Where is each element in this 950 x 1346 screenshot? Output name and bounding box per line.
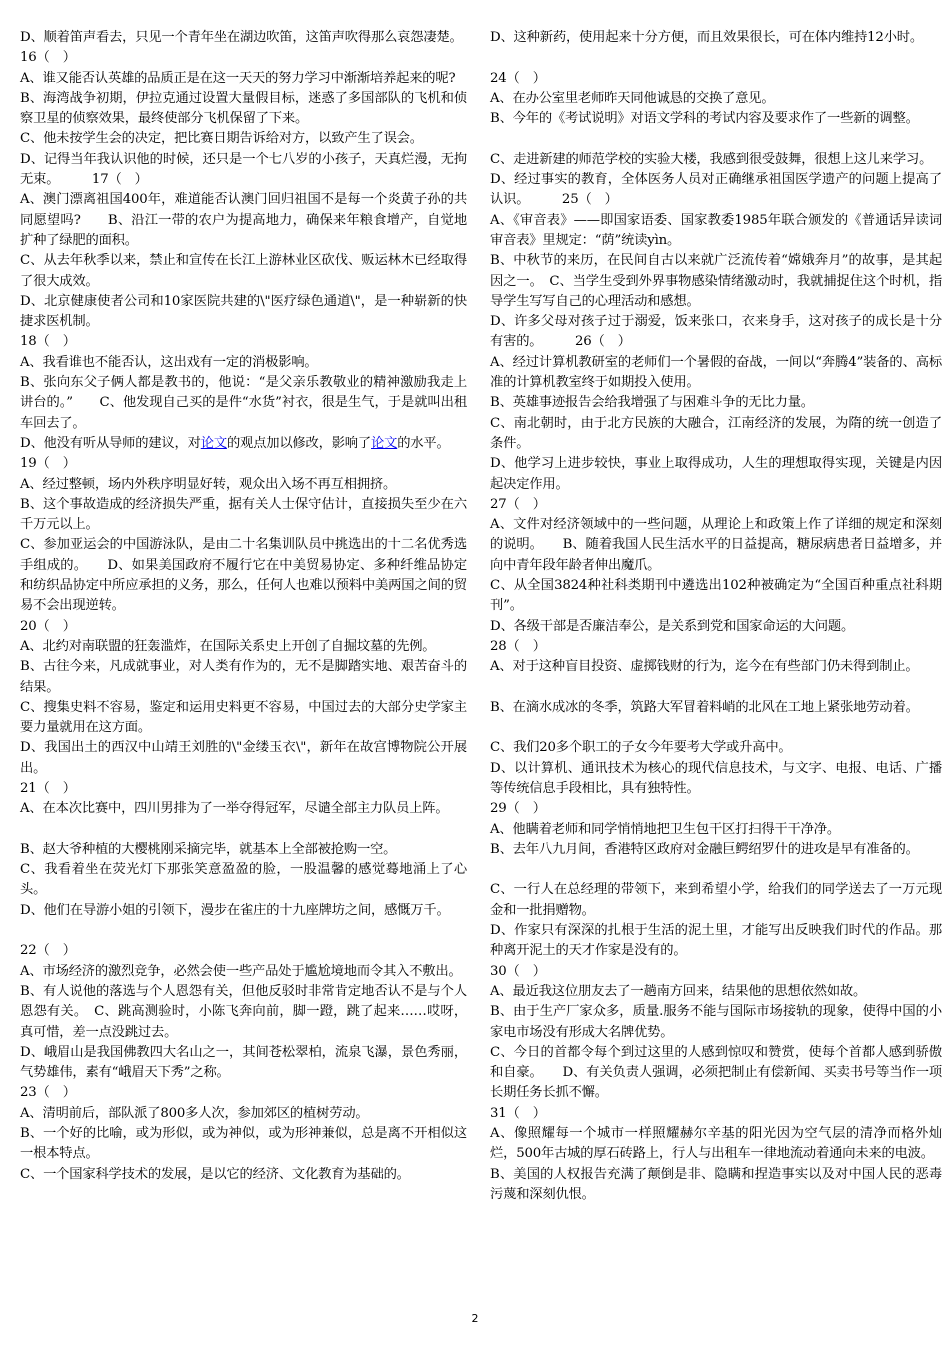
paragraph: D、北京健康使者公司和10家医院共建的\"医疗绿色通道\"，是一种崭新的快捷求医机制。 — [20, 293, 467, 330]
paragraph: D、我国出土的西汉中山靖王刘胜的\"金缕玉衣\"，新年在故宫博物院公开展出。 — [20, 740, 467, 776]
paragraph: B、去年八九月间，香港特区政府对金融巨鳄绍罗什的进攻是早有准备的。 — [490, 841, 919, 857]
paragraph: A、对于这种盲目投资、虚掷钱财的行为，迄今在有些部门仍未得到制止。 — [490, 659, 919, 675]
paragraph: B、一个好的比喻，或为形似，或为神似，或为形神兼似，总是离不开相似这一根本特点。 — [20, 1126, 467, 1162]
paragraph: B、有人说他的落选与个人恩怨有关，但他反驳时非常肯定地否认不是与个人恩怨有关。 C、跳高测验时，小陈飞奔向前，脚一蹬，跳了起来……哎呀，真可惜，差一点没跳过去。 — [20, 983, 467, 1040]
paragraph: 29（ ） — [490, 801, 546, 817]
paragraph: 22（ ） — [20, 943, 76, 959]
paragraph: C、一行人在总经理的带领下，来到希望小学，给我们的同学送去了一万元现金和一批捐赠物。 — [490, 882, 942, 918]
blank-line — [490, 129, 942, 149]
paragraph: A、像照耀每一个城市一样照耀赫尔辛基的阳光因为空气层的清净而格外灿烂，500年古城的厚石砖路上，行人与出租车一律地流动着通向未来的电波。 — [490, 1126, 942, 1162]
paragraph: A、他瞒着老师和同学悄悄地把卫生包干区打扫得干干净净。 — [490, 821, 840, 837]
paragraph: B、海湾战争初期，伊拉克通过设置大量假目标，迷惑了多国部队的飞机和侦察卫星的侦察效果，最终使部分飞机保留了下来。 — [20, 90, 467, 127]
paragraph: D、经过事实的教育，全体医务人员对正确继承祖国医学遗产的问题上提高了认识。 25（ ） — [490, 172, 942, 208]
paragraph: D、顺着笛声看去，只见一个青年坐在湖边吹笛，这笛声吹得那么哀怨凄楚。 — [20, 30, 463, 45]
paragraph: C、搜集史料不容易，鉴定和运用史料更不容易，中国过去的大部分史学家主要力量就用在这方面。 — [20, 699, 467, 736]
paragraph: D、他们在导游小姐的引领下，漫步在雀庄的十九座牌坊之间，感慨万千。 — [20, 902, 450, 918]
paragraph: D、许多父母对孩子过于溺爱，饭来张口，衣来身手，这对孩子的成长是十分有害的。 26（ ） — [490, 314, 942, 350]
paragraph: B、这个事故造成的经济损失严重，据有关人士保守估计，直接损失至少在六千万元以上。 — [20, 496, 467, 533]
paragraph: C、走进新建的师范学校的实验大楼，我感到很受鼓舞，很想上这儿来学习。 — [490, 151, 933, 167]
paragraph: 28（ ） — [490, 638, 546, 654]
paragraph: C、今日的首都令每个到过这里的人感到惊叹和赞赏，使每个首都人感到骄傲和自豪。 D、有关负责人强调，必须把制止有偿新闻、买卖书号等当作一项长期任务长抓不懈。 — [490, 1044, 942, 1101]
paragraph: 18（ ） — [20, 334, 76, 350]
paragraph: B、美国的人权报告充满了颠倒是非、隐瞒和捏造事实以及对中国人民的恶毒污蔑和深刻仇恨。 — [490, 1166, 942, 1202]
paragraph: 20（ ） — [20, 618, 76, 634]
paragraph: B、英雄事迹报告会给我增强了与困难斗争的无比力量。 — [490, 395, 814, 411]
page-number: 2 — [471, 1312, 479, 1325]
paragraph: C、一个国家科学技术的发展，是以它的经济、文化教育为基础的。 — [20, 1166, 410, 1182]
paragraph: 31（ ） — [490, 1105, 546, 1121]
paragraph: D、他学习上进步较快，事业上取得成功，人生的理想取得实现，关键是内因起决定作用。 — [490, 456, 942, 492]
paragraph: A、最近我这位朋友去了一趟南方回来，结果他的思想依然如故。 — [490, 983, 867, 999]
paragraph: D、作家只有深深的扎根于生活的泥土里，才能写出反映我们时代的作品。那种离开泥土的天才作家是没有的。 — [490, 923, 942, 959]
paragraph: A、《审音表》——即国家语委、国家教委1985年联合颁发的《普通话异读词审音表》里规定：“荫”统读yìn。 — [490, 212, 942, 248]
paragraph: D、各级干部是否廉洁奉公，是关系到党和国家命运的大问题。 — [490, 618, 855, 634]
paragraph: A、市场经济的激烈竞争，必然会使一些产品处于尴尬境地而令其入不敷出。 — [20, 963, 462, 979]
blank-line — [490, 718, 942, 738]
paragraph: A、谁又能否认英雄的品质正是在这一天天的努力学习中渐渐培养起来的呢? — [20, 70, 456, 86]
blank-line — [20, 921, 467, 941]
paragraph: A、在办公室里老师昨天同他诚恳的交换了意见。 — [490, 90, 775, 106]
paragraph: D、他没有听从导师的建议，对论文的观点加以修改，影响了论文的水平。 — [20, 435, 450, 451]
paragraph: B、在滴水成冰的冬季，筑路大军冒着料峭的北风在工地上紧张地劳动着。 — [490, 699, 919, 715]
paragraph: C、从全国3824种社科类期刊中遴选出102种被确定为“全国百种重点社科期刊”。 — [490, 578, 942, 614]
paragraph: B、赵大爷种植的大樱桃刚采摘完毕，就基本上全部被抢购一空。 — [20, 841, 397, 857]
paragraph: A、清明前后，部队派了800多人次，参加郊区的植树劳动。 — [20, 1105, 369, 1121]
paragraph: A、在本次比赛中，四川男排为了一举夺得冠军，尽谴全部主力队员上阵。 — [20, 801, 449, 817]
paragraph: 27（ ） — [490, 496, 546, 512]
paragraph: A、北约对南联盟的狂轰滥炸，在国际关系史上开创了自掘坟墓的先例。 — [20, 638, 436, 654]
paragraph: 21（ ） — [20, 780, 76, 796]
paper-link[interactable]: 论文 — [371, 435, 398, 451]
paragraph: D、这种新药，使用起来十分方便，而且效果很长，可在体内维持12小时。 — [490, 30, 923, 45]
paragraph: C、参加亚运会的中国游泳队，是由二十名集训队员中挑选出的十二名优秀选手组成的。 D、如果美国政府不履行它在中美贸易协定、多种纤维品协定和纺织品协定中所应承担的义务，那么，任何人也难以预料中美两国之间的贸易不会出现逆转。 — [20, 537, 467, 614]
blank-line — [490, 48, 942, 68]
paragraph: C、他未按学生会的决定，把比赛日期告诉给对方，以致产生了误会。 — [20, 131, 423, 147]
paragraph: 30（ ） — [490, 963, 546, 979]
paragraph: 19（ ） — [20, 456, 76, 472]
paper-link[interactable]: 论文 — [200, 435, 227, 451]
blank-line — [490, 678, 942, 698]
blank-line — [20, 820, 467, 840]
blank-line — [490, 860, 942, 880]
paragraph: B、古往今来，凡成就事业，对人类有作为的，无不是脚踏实地、艰苦奋斗的结果。 — [20, 659, 467, 695]
paragraph: C、南北朝时，由于北方民族的大融合，江南经济的发展，为隋的统一创造了条件。 — [490, 415, 942, 451]
paragraph: B、中秋节的来历，在民间自古以来就广泛流传着“嫦娥奔月”的故事，是其起因之一。 C、当学生受到外界事物感染情绪激动时，我就捕捉住这个时机，指导学生写写自己的心理活动和感想。 — [490, 253, 942, 309]
paragraph: D、记得当年我认识他的时候，还只是一个七八岁的小孩子，天真烂漫，无拘无束。 17（ ） — [20, 151, 467, 188]
paragraph: B、由于生产厂家众多，质量.服务不能与国际市场接轨的现象，使得中国的小家电市场没有形成大名牌优势。 — [490, 1004, 942, 1040]
paragraph: D、以计算机、通讯技术为核心的现代信息技术，与文字、电报、电话、广播等传统信息手段相比，具有独特性。 — [490, 760, 942, 796]
paragraph: B、今年的《考试说明》对语文学科的考试内容及要求作了一些新的调整。 — [490, 111, 919, 127]
paragraph: B、张向东父子俩人都是教书的，他说：“是父亲乐教敬业的精神激励我走上讲台的。” C、他发现自己买的是件“水货”衬衣，很是生气，于是就叫出租车回去了。 — [20, 375, 467, 431]
paragraph: A、澳门漂离祖国400年，难道能否认澳门回归祖国不是每一个炎黄子孙的共同愿望吗? B、沿江一带的农户为提高地力，确保来年粮食增产，自觉地扩种了绿肥的面积。 — [20, 192, 467, 248]
paragraph: A、经过整顿，场内外秩序明显好转，观众出入场不再互相拥挤。 — [20, 476, 397, 492]
paragraph: A、经过计算机教研室的老师们一个暑假的奋战，一间以“奔腾4”装备的、高标准的计算机教室终于如期投入使用。 — [490, 354, 942, 391]
paragraph: C、我看着坐在荧光灯下那张笑意盈盈的脸，一股温馨的感觉蓦地涌上了心头。 — [20, 862, 467, 898]
paragraph: 24（ ） — [490, 70, 546, 86]
paragraph: 23（ ） — [20, 1085, 76, 1101]
left-column — [20, 28, 467, 1185]
paragraph: C、我们20多个职工的子女今年要考大学或升高中。 — [490, 740, 792, 756]
paragraph: A、文件对经济领域中的一些问题，从理论上和政策上作了详细的规定和深刻的说明。 B、随着我国人民生活水平的日益提高，糖尿病患者日益增多，并向中青年段年龄者伸出魔爪。 — [490, 517, 942, 573]
paragraph: A、我看谁也不能否认，这出戏有一定的消极影响。 — [20, 354, 318, 370]
paragraph: C、从去年秋季以来，禁止和宣传在长江上游林业区砍伐、贩运林木已经取得了很大成效。 — [20, 253, 467, 289]
right-column — [490, 28, 942, 1205]
paragraph: D、峨眉山是我国佛教四大名山之一，其间苍松翠柏，流泉飞瀑，景色秀丽，气势雄伟，素有“峨眉天下秀”之称。 — [20, 1044, 467, 1081]
paragraph: 16（ ） — [20, 50, 76, 66]
